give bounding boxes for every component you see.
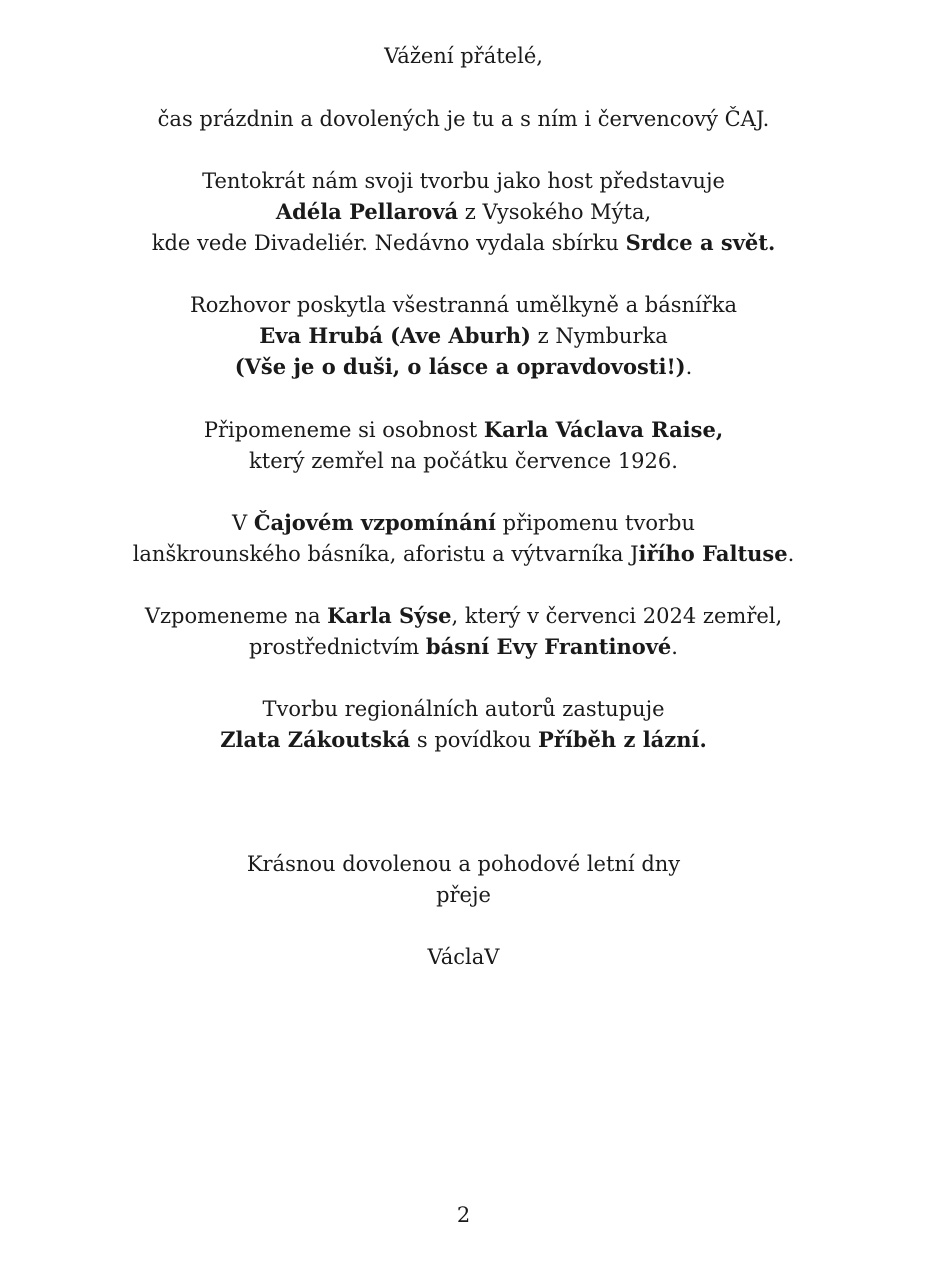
signature: VáclaV bbox=[427, 945, 500, 969]
book-title: Srdce a svět. bbox=[625, 230, 776, 255]
story-title: Příběh z lázní. bbox=[538, 727, 707, 752]
syse-line-2 bbox=[0, 632, 927, 662]
interviewee-name: Eva Hrubá (Ave Aburh) bbox=[259, 323, 531, 348]
faltus-period: . bbox=[787, 542, 795, 566]
faltus-name: iřího Faltuse bbox=[638, 541, 788, 566]
interview-period: . bbox=[685, 355, 693, 379]
interview-line-1: Rozhovor poskytla všestranná umělkyně a básnířka bbox=[189, 293, 738, 317]
guest-line-3 bbox=[0, 228, 927, 258]
memory-section-title: Čajovém vzpomínání bbox=[253, 510, 496, 535]
syse-rest: , který v červenci 2024 zemřel, bbox=[451, 604, 783, 628]
memory-pre: V bbox=[232, 511, 254, 535]
closing-line-1: Krásnou dovolenou a pohodové letní dny bbox=[246, 852, 681, 876]
greeting: Vážení přátelé, bbox=[384, 44, 543, 68]
closing-line-2: přeje bbox=[436, 883, 491, 907]
interview-line-2 bbox=[0, 321, 927, 351]
syse-via: prostřednictvím bbox=[249, 635, 426, 659]
syse-pre: Vzpomeneme na bbox=[144, 604, 328, 628]
syse-period: . bbox=[671, 635, 678, 659]
syse-name: Karla Sýse bbox=[327, 603, 452, 628]
interview-title: (Vše je o duši, o lásce a opravdovosti!) bbox=[234, 354, 686, 379]
rais-name: Karla Václava Raise, bbox=[483, 417, 724, 442]
rais-line-2: který zemřel na počátku července 1926. bbox=[249, 449, 678, 473]
page-number: 2 bbox=[456, 1203, 471, 1227]
regional-line-2 bbox=[0, 725, 927, 755]
syse-line-1 bbox=[0, 601, 927, 631]
memory-line-2 bbox=[0, 539, 927, 569]
guest-name: Adéla Pellarová bbox=[275, 199, 459, 224]
rais-intro: Připomeneme si osobnost bbox=[203, 418, 484, 442]
regional-mid: s povídkou bbox=[410, 728, 539, 752]
memory-rest: připomenu tvorbu bbox=[496, 511, 695, 535]
faltus-description: lanškrounského básníka, aforistu a výtvarníka J bbox=[132, 542, 639, 566]
interview-line-3 bbox=[0, 352, 927, 382]
guest-description: kde vede Divadeliér. Nedávno vydala sbírku bbox=[151, 231, 626, 255]
regional-author-name: Zlata Zákoutská bbox=[220, 727, 411, 752]
guest-place: z Vysokého Mýta, bbox=[458, 200, 652, 224]
guest-line-1: Tentokrát nám svoji tvorbu jako host představuje bbox=[202, 169, 725, 193]
intro-line: čas prázdnin a dovolených je tu a s ním i červencový ČAJ. bbox=[157, 107, 770, 131]
frantinova-poems: básní Evy Frantinové bbox=[425, 634, 672, 659]
rais-line-1 bbox=[0, 415, 927, 445]
memory-line-1 bbox=[0, 508, 927, 538]
regional-line-1: Tvorbu regionálních autorů zastupuje bbox=[262, 697, 665, 721]
guest-line-2 bbox=[0, 197, 927, 227]
interviewee-place: z Nymburka bbox=[530, 324, 668, 348]
